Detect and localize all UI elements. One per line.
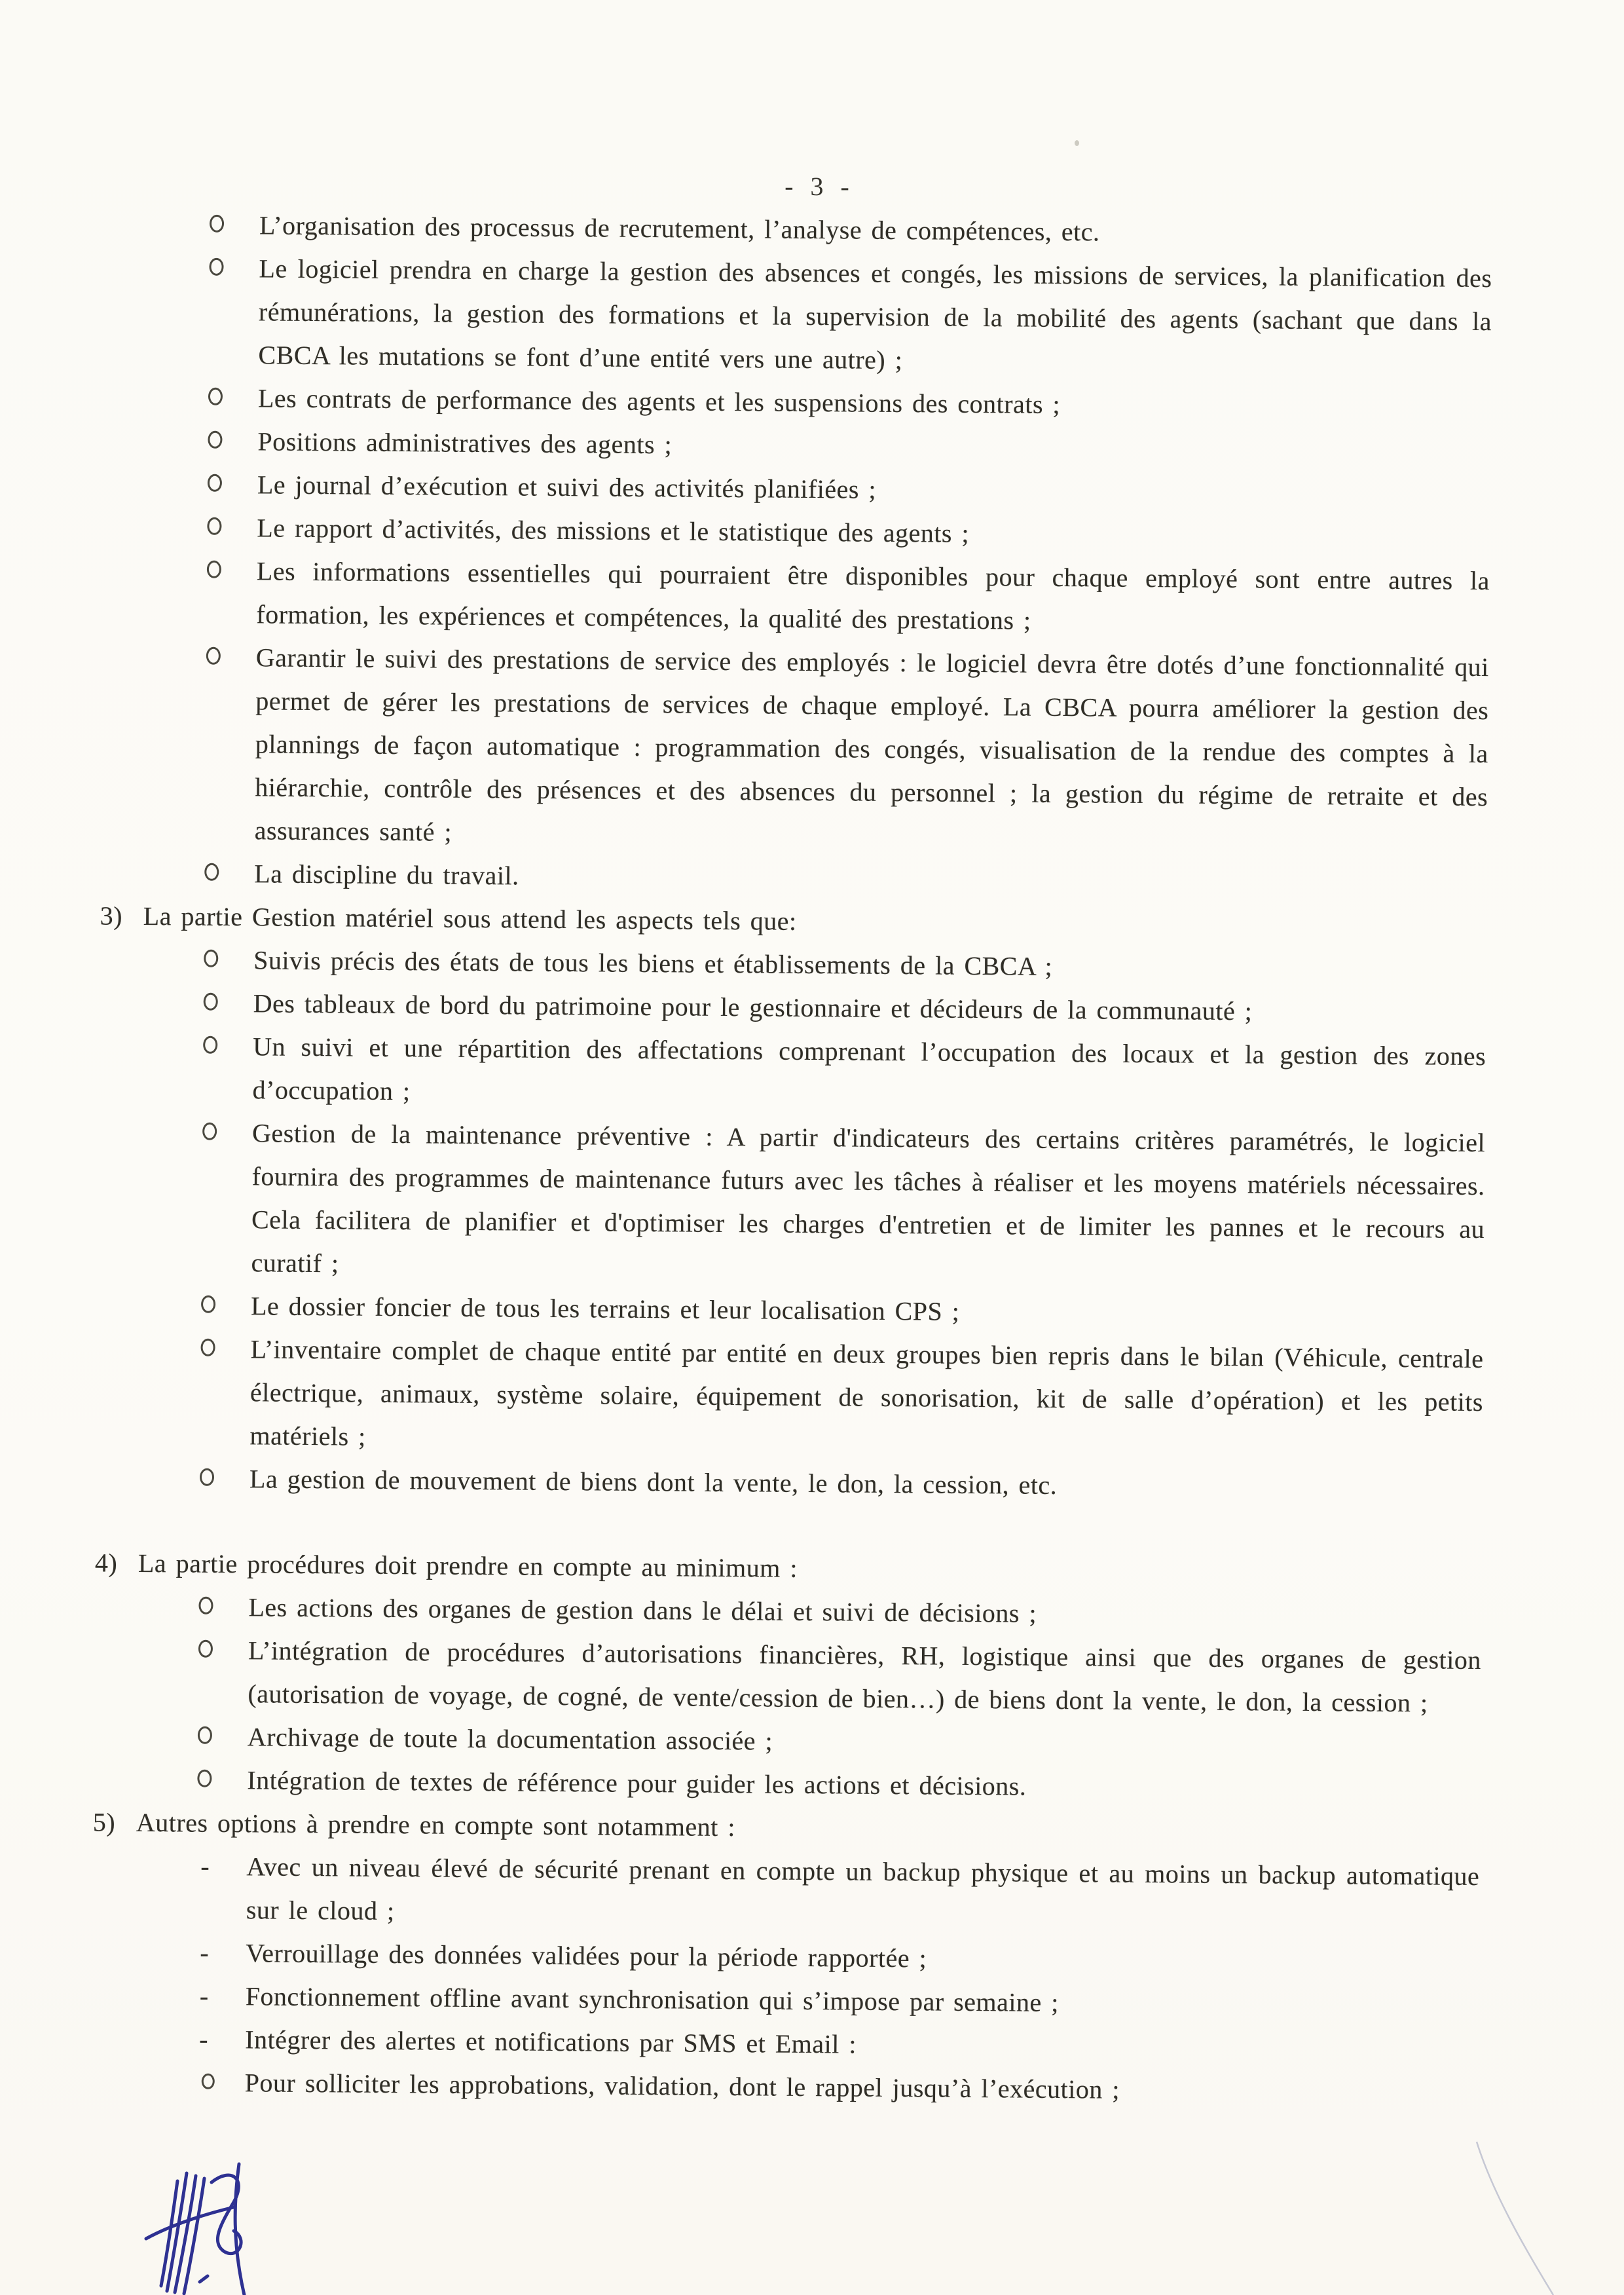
list-item — [258, 247, 1492, 386]
circle-bullet-icon — [198, 1640, 213, 1658]
list-item-text: Le rapport d’activités, des missions et le statistique des agents ; — [257, 513, 970, 548]
list-item-text: L’inventaire complet de chaque entité par entité en deux groupes bien repris dans le bilan (Véhicule, centrale électrique, animaux, système solaire, équipement de sonorisation, kit de salle d’opération) et les petits matériels ; — [249, 1334, 1484, 1451]
circle-bullet-icon — [209, 258, 223, 276]
circle-bullet-icon — [204, 950, 218, 967]
intro-bullet-list — [254, 204, 1492, 905]
circle-bullet-icon — [206, 647, 221, 665]
list-item-text: Fonctionnement offline avant synchronisation qui s’impose par semaine ; — [245, 1981, 1060, 2017]
circle-bullet-icon — [200, 1468, 214, 1486]
list-item — [255, 636, 1490, 862]
section-number: 4) — [94, 1548, 118, 1578]
section-bullet-list — [249, 939, 1487, 1510]
list-item-text: Un suivi et une répartition des affectations comprenant l’occupation des locaux et la gestion des zones d’occupation ; — [252, 1032, 1486, 1106]
section-title: La partie procédures doit prendre en compte au minimum : — [138, 1548, 798, 1583]
section-3 — [96, 894, 1624, 1511]
list-item-text: L’organisation des processus de recrutement, l’analyse de compétences, etc. — [259, 210, 1100, 247]
list-item-text: Intégrer des alertes et notifications par SMS et Email : — [245, 2024, 857, 2059]
list-item — [249, 1328, 1483, 1467]
handwritten-signature — [134, 2159, 298, 2295]
list-item-text: Avec un niveau élevé de sécurité prenant en compte un backup physique et au moins un backup automatique sur le cloud ; — [246, 1852, 1480, 1926]
list-item — [256, 550, 1490, 646]
circle-bullet-icon — [204, 993, 218, 1011]
list-item-text: L’intégration de procédures d’autorisations financières, RH, logistique ainsi que des organes de gestion (autorisation de voyage, de cogné, de vente/cession de bien…) de biens dont la vente, le don, la cession ; — [248, 1635, 1482, 1718]
circle-bullet-icon — [210, 215, 224, 233]
list-item-text: Gestion de la maintenance préventive : A partir d'indicateurs des certains critères paramétrés, le logiciel fournira des programmes de maintenance futurs avec les tâches à réaliser et les moyens matériels nécessaires. Cela facilitera de planifier et d'optimiser les charges d'entretien et de limiter les pannes et le recours au curatif ; — [251, 1118, 1486, 1278]
circle-bullet-icon — [207, 561, 221, 578]
dash-bullet-icon: - — [199, 2024, 209, 2054]
circle-bullet-icon — [198, 1726, 212, 1744]
list-item-text: La discipline du travail. — [254, 859, 519, 891]
section-title: Autres options à prendre en compte sont notamment : — [136, 1807, 736, 1842]
section-dash-list — [199, 1845, 1480, 2071]
list-item-text: Suivis précis des états de tous les biens et établissements de la CBCA ; — [253, 945, 1053, 981]
list-item — [248, 1629, 1481, 1725]
circle-bullet-icon — [207, 517, 221, 535]
section-title: La partie Gestion matériel sous attend les aspects tels que: — [143, 901, 797, 936]
list-item-text: Les contrats de performance des agents et les suspensions des contrats ; — [257, 383, 1061, 419]
section-number: 5) — [92, 1807, 116, 1837]
circle-bullet-icon — [200, 1339, 215, 1356]
list-item-text: Archivage de toute la documentation associée ; — [247, 1722, 773, 1756]
list-item — [251, 1111, 1485, 1294]
dash-bullet-icon: - — [200, 1851, 210, 1881]
list-item-text: Les informations essentielles qui pourraient être disponibles pour chaque employé sont entre autres la formation, les expériences et compétences, la qualité des prestations ; — [256, 556, 1490, 635]
list-item-text: Des tableaux de bord du patrimoine pour le gestionnaire et décideurs de la communauté ; — [253, 988, 1253, 1026]
scan-speck — [1075, 140, 1079, 146]
section-4 — [93, 1541, 1621, 1812]
list-item — [252, 1025, 1486, 1121]
list-item-text: Pour solliciter les approbations, validation, dont le rappel jusqu’à l’exécution ; — [244, 2068, 1120, 2104]
section-bullet-list — [247, 1586, 1482, 1812]
list-item-text: Positions administratives des agents ; — [257, 426, 673, 460]
list-item-text: Verrouillage des données validées pour la période rapportée ; — [246, 1938, 927, 1973]
list-item-text: Garantir le suivi des prestations de service des employés : le logiciel devra être dotés d’une fonctionnalité qui permet de gérer les prestations de services de chaque employé. La CBCA pourra améliorer la gestion des plannings de façon automatique : programmation des congés, visualisation de la rendue des comptes à la hiérarchie, contrôle des présences et des absences du personnel ; la gestion du régime de retraite et des assurances santé ; — [254, 643, 1489, 847]
list-item-text: La gestion de mouvement de biens dont la vente, le don, la cession, etc. — [249, 1464, 1058, 1500]
circle-bullet-icon — [201, 1296, 215, 1313]
page-number: - 3 - — [784, 171, 855, 202]
sub-bullet-list — [244, 2061, 1477, 2114]
list-item — [244, 2061, 1477, 2114]
circle-bullet-icon — [204, 863, 219, 881]
circle-bullet-icon — [203, 1036, 217, 1054]
dash-bullet-icon: - — [200, 1937, 210, 1968]
list-item-text: Le logiciel prendra en charge la gestion des absences et congés, les missions de services, la planification des rémunérations, la gestion des formations et la supervision de la mobilité des agents (sachant que dans la CBCA les mutations se font d’une entité vers une autre) ; — [258, 253, 1492, 375]
circle-bullet-icon — [208, 431, 222, 449]
list-item — [200, 1845, 1480, 1941]
circle-bullet-icon — [197, 1770, 212, 1787]
circle-bullet-icon — [208, 474, 222, 492]
list-item-text: Les actions des organes de gestion dans le délai et suivi de décisions ; — [248, 1592, 1037, 1628]
section-5 — [91, 1801, 1619, 2115]
section-number: 3) — [100, 901, 123, 931]
circle-bullet-icon — [202, 1123, 217, 1140]
list-item-text: Le journal d’exécution et suivi des activités planifiées ; — [257, 470, 877, 504]
circle-bullet-icon — [202, 2074, 215, 2089]
dash-bullet-icon: - — [199, 1981, 209, 2011]
scan-scratch-line — [1441, 2132, 1572, 2295]
circle-bullet-icon — [208, 388, 223, 405]
list-item — [249, 1457, 1483, 1510]
list-item-text: Le dossier foncier de tous les terrains et leur localisation CPS ; — [250, 1291, 960, 1326]
circle-bullet-icon — [198, 1597, 213, 1614]
list-item-text: Intégration de textes de référence pour guider les actions et décisions. — [247, 1765, 1027, 1801]
